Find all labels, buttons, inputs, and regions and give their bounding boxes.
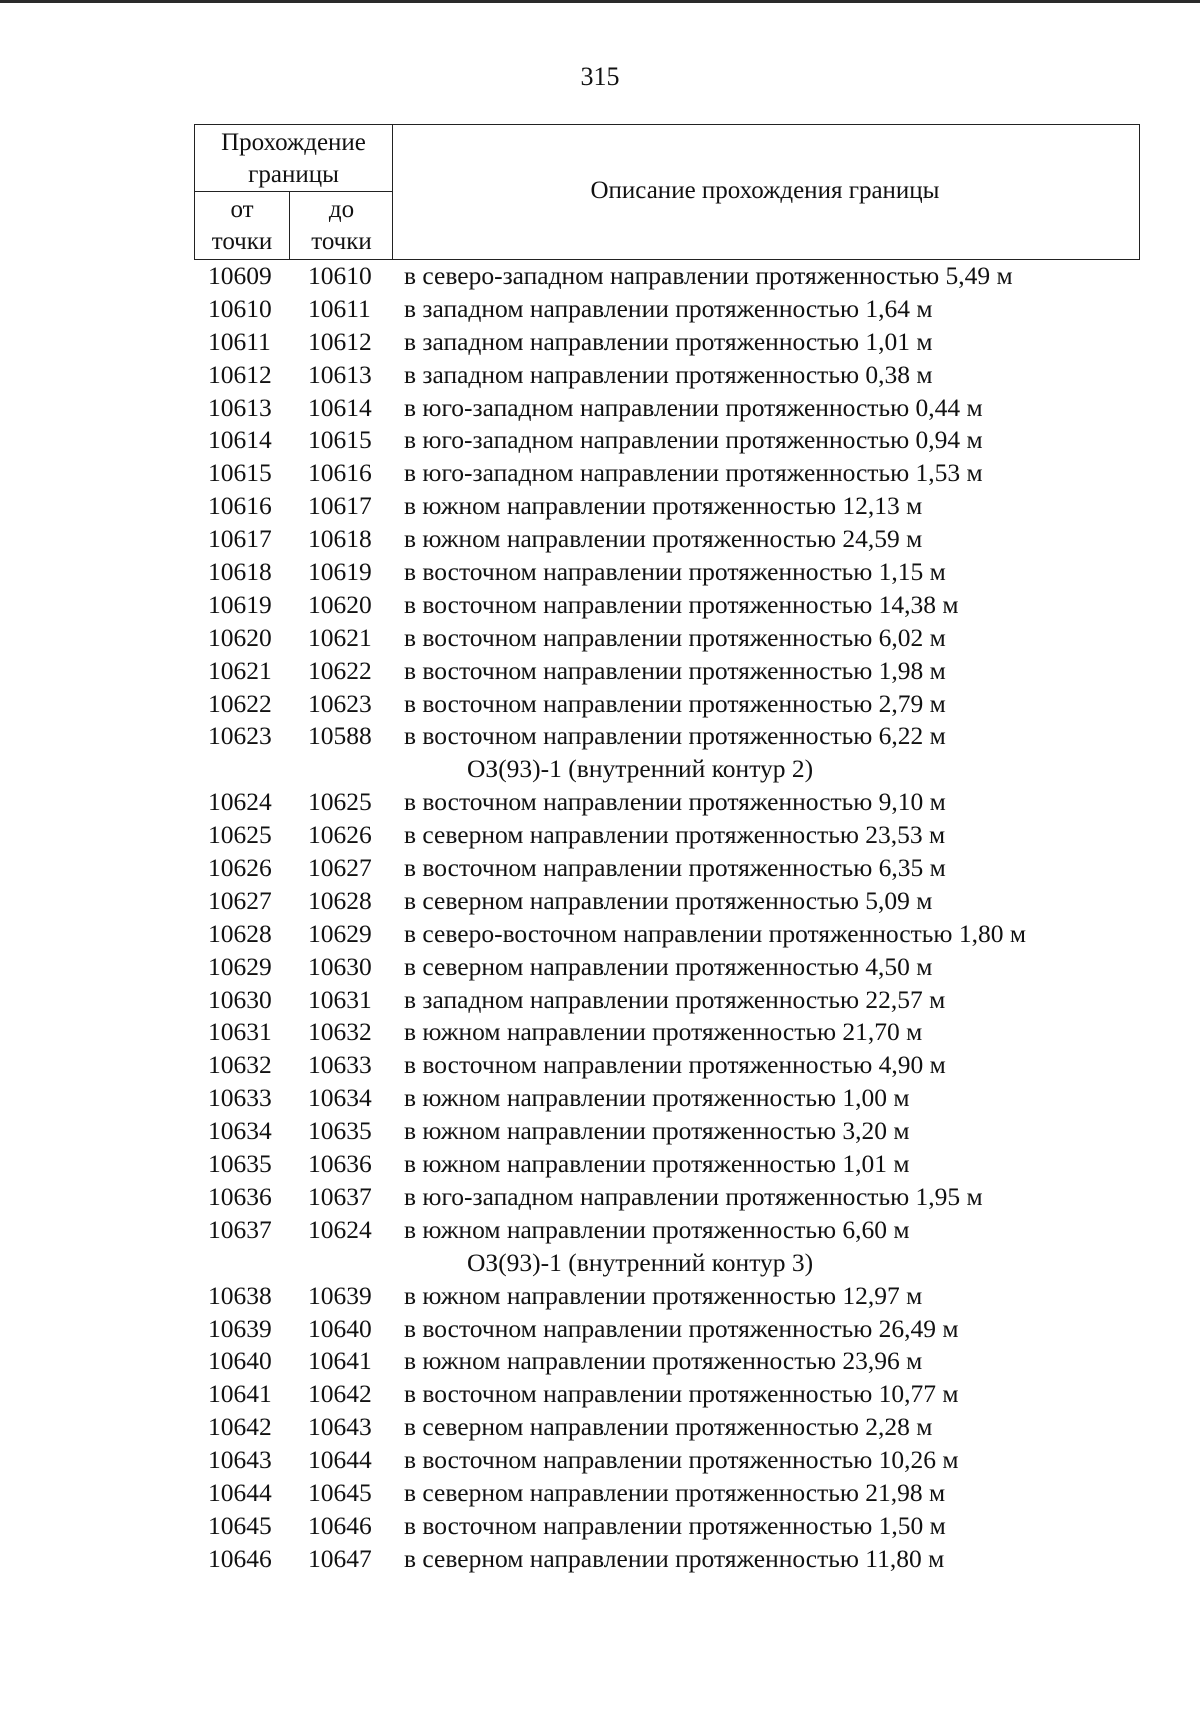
to-point: 10610	[308, 261, 372, 290]
to-point: 10620	[308, 589, 372, 619]
table-row	[194, 1016, 1140, 1049]
table-row	[194, 392, 1140, 425]
to-point: 10646	[308, 1510, 372, 1540]
boundary-description: в юго-западном направлении протяженностью 0,44 м	[404, 392, 983, 422]
table-row	[194, 984, 1140, 1017]
section-title: ОЗ(93)-1 (внутренний контур 2)	[467, 754, 814, 784]
from-point: 10635	[208, 1149, 272, 1179]
header-to-label	[291, 194, 392, 258]
table-row	[194, 1082, 1140, 1115]
to-point: 10625	[308, 787, 372, 817]
table-row	[194, 688, 1140, 721]
header-to-line2: точки	[311, 228, 372, 255]
header-from-line1: от	[230, 196, 254, 223]
section-title-row	[194, 1247, 1140, 1280]
to-point: 10619	[308, 557, 372, 587]
to-point: 10614	[308, 392, 372, 422]
section-title-row	[194, 753, 1140, 786]
header-from-line2: точки	[211, 228, 273, 255]
boundary-description: в восточном направлении протяженностью 4,90 м	[404, 1050, 946, 1080]
to-point: 10636	[308, 1149, 372, 1179]
to-point: 10621	[308, 622, 372, 652]
boundary-description: в южном направлении протяженностью 23,96 м	[404, 1346, 923, 1376]
table-row	[194, 523, 1140, 556]
from-point: 10618	[208, 557, 272, 587]
to-point: 10588	[308, 721, 372, 751]
table-body	[194, 260, 1140, 1576]
boundary-description: в северо-западном направлении протяженностью 5,49 м	[404, 261, 1013, 290]
to-point: 10617	[308, 491, 372, 521]
from-point: 10625	[208, 820, 272, 850]
to-point: 10613	[308, 359, 372, 389]
boundary-description: в восточном направлении протяженностью 6,02 м	[404, 622, 946, 652]
table-row	[194, 655, 1140, 688]
to-point: 10637	[308, 1181, 372, 1211]
table-row	[194, 1477, 1140, 1510]
from-point: 10643	[208, 1445, 272, 1475]
from-point: 10637	[208, 1214, 272, 1244]
to-point: 10639	[308, 1280, 372, 1310]
table-row	[194, 260, 1140, 293]
table-row	[194, 885, 1140, 918]
from-point: 10639	[208, 1313, 272, 1343]
from-point: 10629	[208, 951, 272, 981]
from-point: 10620	[208, 622, 272, 652]
table-row	[194, 1148, 1140, 1181]
from-point: 10636	[208, 1181, 272, 1211]
from-point: 10615	[208, 458, 272, 488]
table-row	[194, 1345, 1140, 1378]
table-row	[194, 852, 1140, 885]
to-point: 10647	[308, 1543, 372, 1573]
from-point: 10623	[208, 721, 272, 751]
to-point: 10628	[308, 885, 372, 915]
page-number: 315	[580, 62, 620, 91]
table-row	[194, 786, 1140, 819]
header-group-label-line1: Прохождение	[221, 129, 366, 156]
boundary-description: в южном направлении протяженностью 21,70 м	[404, 1017, 923, 1047]
header-from-label	[195, 194, 289, 258]
from-point: 10644	[208, 1477, 272, 1507]
to-point: 10616	[308, 458, 372, 488]
table-row	[194, 918, 1140, 951]
header-group-label	[195, 127, 392, 191]
boundary-description: в южном направлении протяженностью 6,60 м	[404, 1214, 910, 1244]
boundary-description: в западном направлении протяженностью 1,64 м	[404, 293, 933, 323]
boundary-description: в юго-западном направлении протяженностью 1,95 м	[404, 1181, 983, 1211]
boundary-description: в западном направлении протяженностью 22,57 м	[404, 984, 946, 1014]
to-point: 10640	[308, 1313, 372, 1343]
from-point: 10613	[208, 392, 272, 422]
table-row	[194, 490, 1140, 523]
boundary-description: в южном направлении протяженностью 3,20 м	[404, 1116, 910, 1146]
table-row	[194, 951, 1140, 984]
table-row	[194, 1280, 1140, 1313]
to-point: 10627	[308, 853, 372, 883]
to-point: 10642	[308, 1379, 372, 1409]
from-point: 10616	[208, 491, 272, 521]
boundary-description: в восточном направлении протяженностью 10,26 м	[404, 1445, 959, 1475]
boundary-description: в северном направлении протяженностью 4,50 м	[404, 951, 933, 981]
boundary-description: в северо-восточном направлении протяженностью 1,80 м	[404, 918, 1026, 948]
from-point: 10633	[208, 1083, 272, 1113]
from-point: 10619	[208, 589, 272, 619]
boundary-description: в западном направлении протяженностью 0,38 м	[404, 359, 933, 389]
to-point: 10626	[308, 820, 372, 850]
table-row	[194, 293, 1140, 326]
from-point: 10641	[208, 1379, 272, 1409]
table-row	[194, 819, 1140, 852]
boundary-table	[194, 124, 1140, 1576]
table-row	[194, 589, 1140, 622]
to-point: 10632	[308, 1017, 372, 1047]
from-point: 10612	[208, 359, 272, 389]
to-point: 10635	[308, 1116, 372, 1146]
header-to-line1: до	[328, 196, 355, 223]
boundary-description: в юго-западном направлении протяженностью 1,53 м	[404, 458, 983, 488]
boundary-description: в восточном направлении протяженностью 2,79 м	[404, 688, 946, 718]
to-point: 10641	[308, 1346, 372, 1376]
from-point: 10634	[208, 1116, 272, 1146]
boundary-description: в южном направлении протяженностью 1,01 м	[404, 1149, 910, 1179]
top-rule	[0, 0, 1200, 3]
table-row	[194, 1378, 1140, 1411]
header-subdivider	[195, 191, 392, 192]
from-point: 10645	[208, 1510, 272, 1540]
table-row	[194, 1411, 1140, 1444]
section-title: ОЗ(93)-1 (внутренний контур 3)	[467, 1247, 814, 1277]
boundary-description: в северном направлении протяженностью 11,80 м	[404, 1543, 945, 1573]
table-row	[194, 1543, 1140, 1576]
table-header	[194, 124, 1140, 260]
boundary-description: в восточном направлении протяженностью 26,49 м	[404, 1313, 959, 1343]
table-row	[194, 1313, 1140, 1346]
to-point: 10644	[308, 1445, 372, 1475]
from-point: 10627	[208, 885, 272, 915]
to-point: 10615	[308, 425, 372, 455]
from-point: 10611	[208, 326, 271, 356]
table-row	[194, 1444, 1140, 1477]
boundary-description: в восточном направлении протяженностью 9,10 м	[404, 787, 946, 817]
from-point: 10621	[208, 655, 272, 685]
to-point: 10630	[308, 951, 372, 981]
to-point: 10629	[308, 918, 372, 948]
table-row	[194, 457, 1140, 490]
table-row	[194, 1214, 1140, 1247]
table-row	[194, 1510, 1140, 1543]
from-point: 10642	[208, 1412, 272, 1442]
boundary-description: в восточном направлении протяженностью 6,22 м	[404, 721, 946, 751]
boundary-description: в южном направлении протяженностью 1,00 м	[404, 1083, 910, 1113]
boundary-description: в юго-западном направлении протяженностью 0,94 м	[404, 425, 983, 455]
from-point: 10640	[208, 1346, 272, 1376]
from-point: 10624	[208, 787, 272, 817]
from-point: 10622	[208, 688, 272, 718]
to-point: 10631	[308, 984, 372, 1014]
boundary-description: в восточном направлении протяженностью 10,77 м	[404, 1379, 959, 1409]
header-from-to-divider	[289, 191, 290, 259]
from-point: 10630	[208, 984, 272, 1014]
from-point: 10609	[208, 261, 272, 290]
table-row	[194, 720, 1140, 753]
boundary-description: в южном направлении протяженностью 12,13 м	[404, 491, 923, 521]
boundary-description: в северном направлении протяженностью 5,09 м	[404, 885, 933, 915]
table-row	[194, 1049, 1140, 1082]
to-point: 10622	[308, 655, 372, 685]
boundary-description: в северном направлении протяженностью 23,53 м	[404, 820, 946, 850]
table-row	[194, 622, 1140, 655]
table-row	[194, 359, 1140, 392]
from-point: 10632	[208, 1050, 272, 1080]
boundary-description: в северном направлении протяженностью 21,98 м	[404, 1477, 946, 1507]
boundary-description: в восточном направлении протяженностью 14,38 м	[404, 589, 959, 619]
from-point: 10626	[208, 853, 272, 883]
to-point: 10612	[308, 326, 372, 356]
boundary-description: в западном направлении протяженностью 1,01 м	[404, 326, 933, 356]
boundary-description: в восточном направлении протяженностью 1,98 м	[404, 655, 946, 685]
to-point: 10634	[308, 1083, 372, 1113]
header-description-label: Описание прохождения границы	[590, 177, 940, 204]
boundary-description: в южном направлении протяженностью 12,97 м	[404, 1280, 923, 1310]
boundary-description: в северном направлении протяженностью 2,28 м	[404, 1412, 933, 1442]
to-point: 10611	[308, 293, 371, 323]
table-row	[194, 424, 1140, 457]
to-point: 10623	[308, 688, 372, 718]
boundary-description: в восточном направлении протяженностью 6,35 м	[404, 853, 946, 883]
to-point: 10624	[308, 1214, 372, 1244]
header-group-label-line2: границы	[248, 161, 339, 188]
boundary-description: в восточном направлении протяженностью 1,15 м	[404, 557, 946, 587]
boundary-description: в восточном направлении протяженностью 1,50 м	[404, 1510, 946, 1540]
from-point: 10610	[208, 293, 272, 323]
table-row	[194, 1115, 1140, 1148]
boundary-description: в южном направлении протяженностью 24,59 м	[404, 524, 923, 554]
to-point: 10618	[308, 524, 372, 554]
to-point: 10643	[308, 1412, 372, 1442]
from-point: 10631	[208, 1017, 272, 1047]
table-row	[194, 1181, 1140, 1214]
to-point: 10645	[308, 1477, 372, 1507]
table-row	[194, 326, 1140, 359]
from-point: 10628	[208, 918, 272, 948]
from-point: 10614	[208, 425, 272, 455]
from-point: 10638	[208, 1280, 272, 1310]
from-point: 10646	[208, 1543, 272, 1573]
to-point: 10633	[308, 1050, 372, 1080]
table-row	[194, 556, 1140, 589]
from-point: 10617	[208, 524, 272, 554]
